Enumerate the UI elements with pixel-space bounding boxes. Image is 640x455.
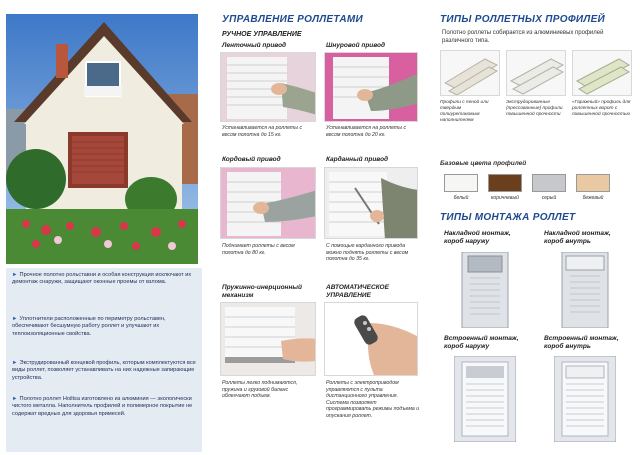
bullet-item: ► Прочное полотно рольставни и особая конструкция исключают их демонтаж снаружи, защищают оконные проемы от взлома. xyxy=(12,272,192,286)
color-label: белый xyxy=(453,195,469,201)
item-caption: Роллеты с электроприводом управляются с пульта дистанционного управления. Система позволяет программировать режимы подъема и опускания роллет. xyxy=(326,380,420,419)
control-section-title: УПРАВЛЕНИЕ РОЛЛЕТАМИ xyxy=(222,14,364,25)
mount-section-title: ТИПЫ МОНТАЖА РОЛЛЕТ xyxy=(440,212,576,223)
surface-mount-outside-diagram xyxy=(458,252,512,328)
built-in-mount-outside-diagram xyxy=(454,356,516,442)
color-label: бежевый xyxy=(582,195,604,201)
mount-label: Накладной монтаж, короб внутрь xyxy=(544,230,611,245)
beige-swatch xyxy=(576,174,610,192)
color-label: коричневый xyxy=(491,195,519,201)
item-caption: Устанавливается на роллеты с весом полотна до 20 кг. xyxy=(326,125,407,138)
bullet-item: ► Экструдированный концевой профиль, которым комплектуются все виды роллет, позволяет устанавливать на них надежные запирающие устройства. xyxy=(12,360,196,381)
profiles-intro: Полотно роллеты собирается из алюминиевых профилей различного типа. xyxy=(442,30,604,44)
item-caption: Роллеты легко поднимаются, пружина и грузовой баланс облегчают подъем. xyxy=(222,380,298,400)
color-label: серый xyxy=(541,195,557,201)
bullet-text: Прочное полотно рольставни и особая конструкция исключают их демонтаж снаружи, защищают оконные проемы от взлома. xyxy=(12,272,192,286)
profile-caption: «Гаражный» профиль для роллетных ворот с повышенной прочностью xyxy=(572,100,631,117)
profiles-section-title: ТИПЫ РОЛЛЕТНЫХ ПРОФИЛЕЙ xyxy=(440,14,606,25)
profile-caption: Профили с пеной или твердым полиуретановым наполнителем xyxy=(440,100,489,123)
cord-drive-photo xyxy=(324,52,418,122)
extruded-profile-image xyxy=(506,50,566,96)
item-title: АВТОМАТИЧЕСКОЕ УПРАВЛЕНИЕ xyxy=(326,284,389,299)
mount-label: Встроенный монтаж, короб наружу xyxy=(444,335,519,350)
spring-mechanism-photo xyxy=(220,302,316,376)
brown-swatch xyxy=(488,174,522,192)
bullet-text: Экструдированный концевой профиль, которым комплектуются все виды роллет, позволяет устанавливать на них надежные запирающие устройства. xyxy=(12,360,196,381)
mount-label: Встроенный монтаж, короб внутрь xyxy=(544,335,619,350)
item-title: Карданный привод xyxy=(326,156,389,163)
item-caption: С помощью карданного привода можно поднять роллеты с весом полотна до 35 кг. xyxy=(326,243,409,263)
item-title: Пружинно-инерционный механизм xyxy=(222,284,302,299)
gray-swatch xyxy=(532,174,566,192)
built-in-mount-inside-diagram xyxy=(554,356,616,442)
profile-caption: Экструдированные (прессованные) профили повышенной прочности xyxy=(506,100,563,117)
house-photo xyxy=(6,14,198,264)
manual-control-header: РУЧНОЕ УПРАВЛЕНИЕ xyxy=(222,31,302,38)
bullet-item: ► Уплотнители расположенные по периметру рольставен, обеспечивают бесшумную работу роллет и улучшают их теплоизоляционные свойства. xyxy=(12,316,166,337)
tape-drive-photo xyxy=(220,52,316,122)
garage-profile-image xyxy=(572,50,632,96)
remote-control-photo xyxy=(324,302,418,376)
bullet-text: Полотно роллет Hoiltsa изготовлено из алюминия — экологически чистого металла. Наполнитель профилей и полимерное покрытие не содержат вредных для здоровья примесей. xyxy=(12,396,193,417)
bullet-text: Уплотнители расположенные по периметру рольставен, обеспечивают бесшумную работу роллет и улучшают их теплоизоляционные свойства. xyxy=(12,316,166,337)
mount-label: Накладной монтаж, короб наружу xyxy=(444,230,511,245)
item-caption: Устанавливается на роллеты с весом полотна до 15 кг. xyxy=(222,125,303,138)
belt-drive-photo xyxy=(220,167,316,239)
base-colors-title: Базовые цвета профилей xyxy=(440,160,527,167)
item-title: Ленточный привод xyxy=(222,42,287,49)
advantages-panel xyxy=(6,268,202,452)
item-caption: Поднимает роллеты с весом полотна до 80 кг. xyxy=(222,243,295,256)
white-swatch xyxy=(444,174,478,192)
surface-mount-inside-diagram xyxy=(558,252,612,328)
bullet-item: ► Полотно роллет Hoiltsa изготовлено из алюминия — экологически чистого металла. Наполнитель профилей и полимерное покрытие не содержат вредных для здоровья примесей. xyxy=(12,396,193,417)
item-title: Кордовый привод xyxy=(222,156,281,163)
item-title: Шнуровой привод xyxy=(326,42,386,49)
cardan-drive-photo xyxy=(324,167,418,239)
foam-profile-image xyxy=(440,50,500,96)
